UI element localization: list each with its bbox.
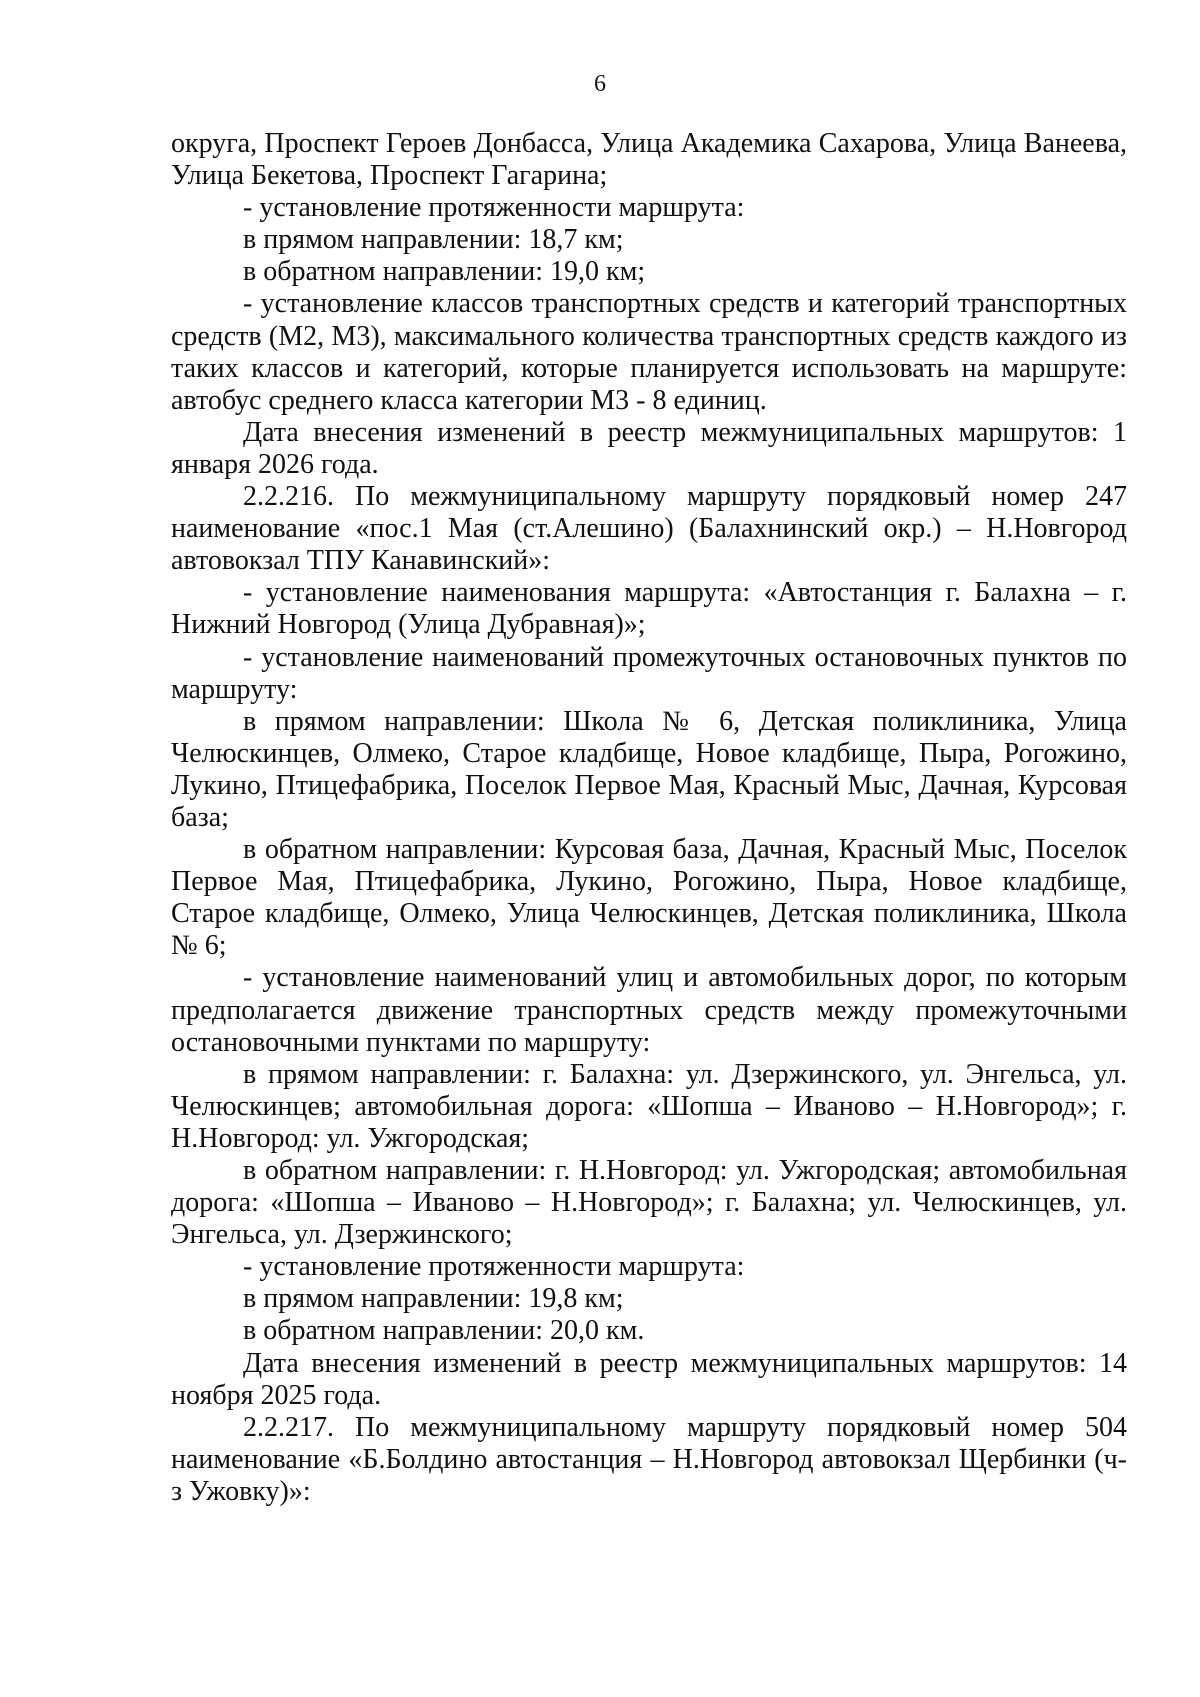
paragraph-streets-heading: - установление наименований улиц и автомобильных дорог, по которым предполагается движение транспортных средств между промежуточными остановочными пунктами по маршруту: xyxy=(171,962,1127,1058)
paragraph-reverse-length: в обратном направлении: 19,0 км; xyxy=(243,256,646,288)
paragraph-stops-heading: - установление наименований промежуточных остановочных пунктов по маршруту: xyxy=(171,641,1127,705)
paragraph-route-name: - установление наименования маршрута: «Автостанция г. Балахна – г. Нижний Новгород (Улица Дубравная)»; xyxy=(171,577,1127,641)
paragraph-forward-streets: в прямом направлении: г. Балахна: ул. Дзержинского, ул. Энгельса, ул. Челюскинцев; автомобильная дорога: «Шопша – Иваново – Н.Новгород»; г. Н.Новгород: ул. Ужгородская; xyxy=(171,1058,1127,1154)
paragraph-registry-date-2: Дата внесения изменений в реестр межмуниципальных маршрутов: 14 ноября 2025 года. xyxy=(171,1347,1127,1411)
paragraph-continuation: округа, Проспект Героев Донбасса, Улица Академика Сахарова, Улица Ванеева, Улица Бекетова, Проспект Гагарина; xyxy=(171,128,1127,192)
paragraph-section-2-2-217: 2.2.217. По межмуниципальному маршруту порядковый номер 504 наименование «Б.Болдино автостанция – Н.Новгород автовокзал Щербинки (ч-з Ужовку)»: xyxy=(171,1411,1127,1507)
paragraph-forward-length: в прямом направлении: 18,7 км; xyxy=(243,224,624,256)
paragraph-forward-length-2: в прямом направлении: 19,8 км; xyxy=(243,1283,624,1315)
page-number: 6 xyxy=(594,71,606,97)
paragraph-forward-stops: в прямом направлении: Школа № 6, Детская поликлиника, Улица Челюскинцев, Олмеко, Старое кладбище, Новое кладбище, Пыра, Рогожино, Лукино, Птицефабрика, Поселок Первое Мая, Красный Мыс, Дачная, Курсовая база; xyxy=(171,705,1127,833)
paragraph-reverse-streets: в обратном направлении: г. Н.Новгород: ул. Ужгородская; автомобильная дорога: «Шопша – Иваново – Н.Новгород»; г. Балахна; ул. Челюскинцев, ул. Энгельса, ул. Дзержинского; xyxy=(171,1155,1127,1251)
paragraph-vehicle-classes: - установление классов транспортных средств и категорий транспортных средств (М2, М3), максимального количества транспортных средств каждого из таких классов и категорий, которые планируется использовать на маршруте: автобус среднего класса категории М3 - 8 единиц. xyxy=(171,288,1127,416)
paragraph-route-length-heading-2: - установление протяженности маршрута: xyxy=(243,1251,745,1283)
paragraph-reverse-stops: в обратном направлении: Курсовая база, Дачная, Красный Мыс, Поселок Первое Мая, Птицефабрика, Лукино, Рогожино, Пыра, Новое кладбище, Старое кладбище, Олмеко, Улица Челюскинцев, Детская поликлиника, Школа № 6; xyxy=(171,834,1127,962)
paragraph-registry-date: Дата внесения изменений в реестр межмуниципальных маршрутов: 1 января 2026 года. xyxy=(171,416,1127,480)
document-body xyxy=(171,128,1127,1508)
paragraph-section-2-2-216: 2.2.216. По межмуниципальному маршруту порядковый номер 247 наименование «пос.1 Мая (ст.Алешино) (Балахнинский окр.) – Н.Новгород автовокзал ТПУ Канавинский»: xyxy=(171,481,1127,577)
paragraph-route-length-heading: - установление протяженности маршрута: xyxy=(243,192,745,224)
paragraph-reverse-length-2: в обратном направлении: 20,0 км. xyxy=(243,1315,645,1347)
